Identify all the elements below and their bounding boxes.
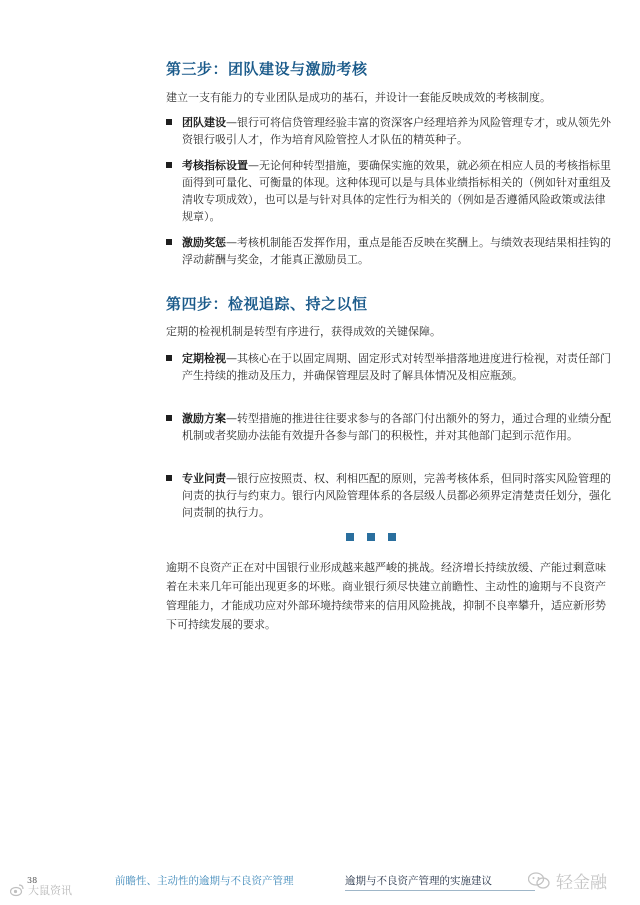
bullet-text: —无论何种转型措施，要确保实施的效果，就必须在相应人员的考核指标里面得到可量化、可衡量的体现。这种体现可以是与具体业绩指标相关的（例如针对重组及清收专项成效），也可以是与针对具体的定性行为相关的（例如是否遵循风险政策或法律规章）。: [182, 159, 611, 223]
bullet-square-icon: [166, 162, 172, 168]
step3-heading: 第三步：团队建设与激励考核: [166, 60, 368, 78]
step3-bullet-team: [166, 114, 611, 148]
footer-section-title: 逾期与不良资产管理的实施建议: [345, 875, 492, 887]
bullet-term: 激励奖惩: [182, 236, 226, 249]
bullet-square-icon: [166, 119, 172, 125]
bullet-square-icon: [166, 475, 172, 481]
divider-square-icon: [388, 533, 396, 541]
watermark-left-text: 大鼠资讯: [28, 884, 72, 897]
step4-intro: 定期的检视机制是转型有序进行，获得成效的关键保障。: [166, 325, 441, 338]
bullet-text: —银行应按照责、权、利相匹配的原则，完善考核体系，但同时落实风险管理的问责的执行与约束力。银行内风险管理体系的各层级人员都必须界定清楚责任划分，强化问责制的执行力。: [182, 472, 611, 519]
conclusion-paragraph: 逾期不良资产正在对中国银行业形成越来越严峻的挑战。经济增长持续放缓、产能过剩意味着在未来几年可能出现更多的坏账。商业银行须尽快建立前瞻性、主动性的逾期与不良资产管理能力，才能成功应对外部环境持续带来的信用风险挑战，抑制不良率攀升，适应新形势下可持续发展的要求。: [166, 561, 606, 631]
step3-bullet-kpi: [166, 157, 611, 225]
step3-bullet-incentive: [166, 234, 611, 268]
bullet-square-icon: [166, 415, 172, 421]
step4-bullet-review: [166, 350, 611, 384]
divider-square-icon: [346, 533, 354, 541]
step3-intro: 建立一支有能力的专业团队是成功的基石，并设计一套能反映成效的考核制度。: [166, 91, 551, 104]
watermark-left: [10, 882, 72, 898]
step4-bullet-plan: [166, 410, 611, 444]
bullet-text: —银行可将信贷管理经验丰富的资深客户经理培养为风险管理专才，或从领先外资银行吸引人才，作为培育风险管控人才队伍的精英种子。: [182, 116, 611, 146]
bullet-term: 专业问责: [182, 472, 226, 485]
watermark-right-text: 轻金融: [556, 873, 607, 893]
step4-heading: 第四步：检视追踪、持之以恒: [166, 295, 368, 313]
step4-bullet-accountability: [166, 470, 611, 521]
bullet-text: —其核心在于以固定周期、固定形式对转型举措落地进度进行检视，对责任部门产生持续的推动及压力，并确保管理层及时了解具体情况及相应瓶颈。: [182, 352, 611, 382]
bullet-term: 考核指标设置: [182, 159, 248, 172]
page-number: 38: [27, 876, 38, 885]
bullet-text: —考核机制能否发挥作用，重点是能否反映在奖酬上。与绩效表现结果相挂钩的浮动薪酬与奖金，才能真正激励员工。: [182, 236, 611, 266]
wechat-icon: [528, 872, 550, 890]
divider-square-icon: [367, 533, 375, 541]
bullet-term: 团队建设: [182, 116, 226, 129]
bullet-term: 定期检视: [182, 352, 226, 365]
bullet-term: 激励方案: [182, 412, 226, 425]
footer-report-title: 前瞻性、主动性的逾期与不良资产管理: [115, 875, 294, 887]
section-divider: [346, 533, 406, 543]
weibo-icon: [10, 883, 24, 897]
bullet-square-icon: [166, 239, 172, 245]
watermark-right: [528, 868, 607, 893]
bullet-square-icon: [166, 355, 172, 361]
footer-divider: [345, 890, 535, 891]
bullet-text: —转型措施的推进往往要求参与的各部门付出额外的努力，通过合理的业绩分配机制或者奖励办法能有效提升各参与部门的积极性，并对其他部门起到示范作用。: [182, 412, 611, 442]
